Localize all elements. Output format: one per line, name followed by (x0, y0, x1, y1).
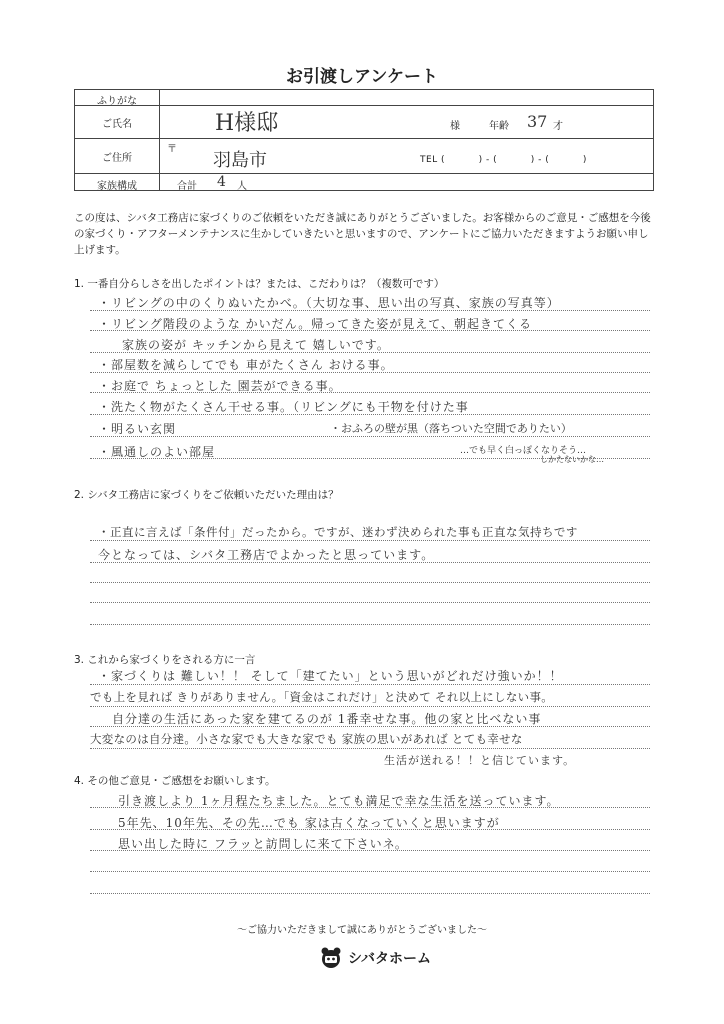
q1-answer-1: ・リビングの中のくりぬいたかべ。（大切な事、思い出の写真、家族の写真等） (98, 296, 560, 310)
q3-answer-1: ・家づくりは 難しい！！ そして「建てたい」という思いがどれだけ強いか！！ (98, 669, 563, 683)
q1-answer-9: ・風通しのよい部屋 (98, 445, 216, 459)
q3-answer-3: 自分達の生活にあった家を建てるのが 1番幸せな事。他の家と比べない事 (112, 712, 542, 726)
mascot-icon (318, 945, 344, 971)
age-unit: 才 (553, 121, 563, 132)
q4-question: 4. その他ご意見・ご感想をお願いします。 (74, 775, 276, 787)
q1-answer-7: ・明るい玄関 (98, 422, 177, 436)
q1-answer-6: ・洗たく物がたくさん干せる事。（リビングにも干物を付けた事 (98, 400, 469, 414)
age-label: 年齢 (489, 121, 509, 132)
name-value: H様邸 (215, 111, 279, 136)
customer-info-table (74, 89, 654, 191)
q1-answer-note-1: …でも早く白っぽくなりそう… (460, 446, 587, 456)
name-label: ご氏名 (102, 119, 132, 130)
footer-thanks: 〜ご協力いただきまして誠にありがとうございました〜 (237, 925, 487, 936)
q1-answer-note-2: しかたないかな… (540, 455, 604, 464)
q2-answer-1: ・正直に言えば「条件付」だったから。ですが、迷わず決められた事も正直な気持ちです (98, 525, 578, 539)
address-value: 羽島市 (213, 150, 267, 171)
q1-answer-3: 家族の姿が キッチンから見えて 嬉しいです。 (122, 338, 390, 352)
company-logo (318, 944, 431, 972)
q1-question: 1. 一番自分らしさを出したポイントは？または、こだわりは？（複数可です） (74, 278, 445, 290)
q1-answer-2: ・リビング階段のような かいだん。帰ってきた姿が見えて、朝起きてくる (98, 317, 533, 331)
page-title: お引渡しアンケート (286, 67, 438, 87)
furigana-label: ふりがな (97, 96, 137, 107)
q1-answer-5: ・お庭で ちょっとした 園芸ができる事。 (98, 379, 342, 393)
postal-mark: 〒 (167, 144, 177, 155)
q4-answer-2: 5年先、10年先、その先…でも 家は古くなっていくと思いますが (118, 816, 500, 830)
total-label: 合計 (177, 181, 197, 192)
q1-answer-4: ・部屋数を減らしてでも 車がたくさん おける事。 (98, 358, 394, 372)
q3-answer-5: 生活が送れる！！と信じています。 (384, 754, 576, 767)
logo-text: シバタホーム (348, 951, 432, 967)
tel-field: TEL ( ) - ( ) - ( ) (420, 155, 587, 165)
q2-question: 2. シバタ工務店に家づくりをご依頼いただいた理由は？ (74, 489, 339, 501)
q1-answer-8: ・おふろの壁が黒（落ちついた空間でありたい） (330, 422, 572, 435)
age-value: 37 (527, 112, 548, 131)
q4-answer-1: 引き渡しより 1ヶ月程たちました。とても満足で幸な生活を送っています。 (118, 794, 560, 808)
q3-question: 3. これから家づくりをされる方に一言 (74, 654, 256, 666)
q4-answer-3: 思い出した時に フラッと訪問しに来て下さいネ。 (118, 837, 408, 851)
total-value: 4 (217, 174, 226, 190)
sama-label: 様 (450, 121, 460, 132)
address-label: ご住所 (102, 153, 132, 164)
q3-answer-4: 大変なのは自分達。小さな家でも大きな家でも 家族の思いがあれば とても幸せな (90, 732, 523, 746)
total-unit: 人 (237, 181, 247, 192)
family-label: 家族構成 (97, 181, 137, 192)
intro-text: この度は、シバタ工務店に家づくりのご依頼をいただき誠にありがとうございました。お客様からのご意見・ご感想を今後の家づくり・アフターメンテナンスに生かしていきたいと思いますので、アンケートにご協力いただきますようお願い申し上げます。 (74, 212, 651, 256)
q2-answer-2: 今となっては、シバタ工務店でよかったと思っています。 (98, 548, 435, 562)
q3-answer-2: でも上を見れば きりがありません。「資金はこれだけ」と決めて それ以上にしない事。 (90, 690, 554, 704)
